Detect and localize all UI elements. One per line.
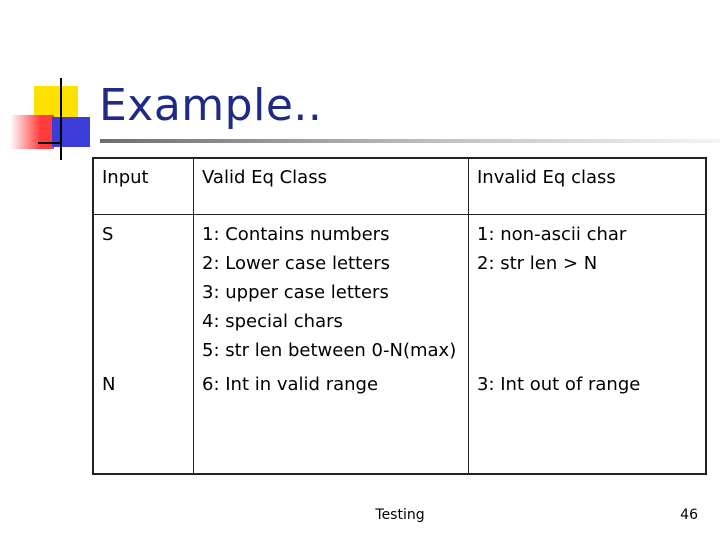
invalid-class-item: 3: Int out of range bbox=[477, 374, 641, 395]
decorative-horizontal-line bbox=[38, 142, 62, 144]
table-row bbox=[93, 368, 706, 474]
cell-invalid-classes bbox=[469, 368, 707, 474]
cell-valid-classes bbox=[194, 215, 469, 369]
cell-input: S bbox=[93, 215, 194, 369]
valid-class-item: 1: Contains numbers bbox=[202, 224, 390, 245]
decorative-vertical-line bbox=[60, 78, 62, 160]
valid-class-item: 4: special chars bbox=[202, 311, 343, 332]
valid-class-item: 2: Lower case letters bbox=[202, 253, 391, 274]
equivalence-class-table bbox=[92, 157, 707, 475]
valid-class-item: 6: Int in valid range bbox=[202, 374, 379, 395]
header-input: Input bbox=[93, 158, 194, 215]
page-number: 46 bbox=[680, 507, 698, 523]
footer-text: Testing bbox=[375, 507, 425, 523]
cell-input: N bbox=[93, 368, 194, 474]
valid-class-item: 3: upper case letters bbox=[202, 282, 389, 303]
title-underline bbox=[100, 139, 720, 143]
slide-title: Example.. bbox=[99, 80, 323, 131]
header-valid-eq-class: Valid Eq Class bbox=[194, 158, 469, 215]
header-invalid-eq-class: Invalid Eq class bbox=[469, 158, 707, 215]
valid-class-item: 5: str len between 0-N(max) bbox=[202, 340, 457, 361]
invalid-class-item: 2: str len > N bbox=[477, 253, 598, 274]
cell-invalid-classes bbox=[469, 215, 707, 369]
cell-valid-classes bbox=[194, 368, 469, 474]
table-header-row bbox=[93, 158, 706, 215]
table-row bbox=[93, 215, 706, 369]
invalid-class-item: 1: non-ascii char bbox=[477, 224, 627, 245]
